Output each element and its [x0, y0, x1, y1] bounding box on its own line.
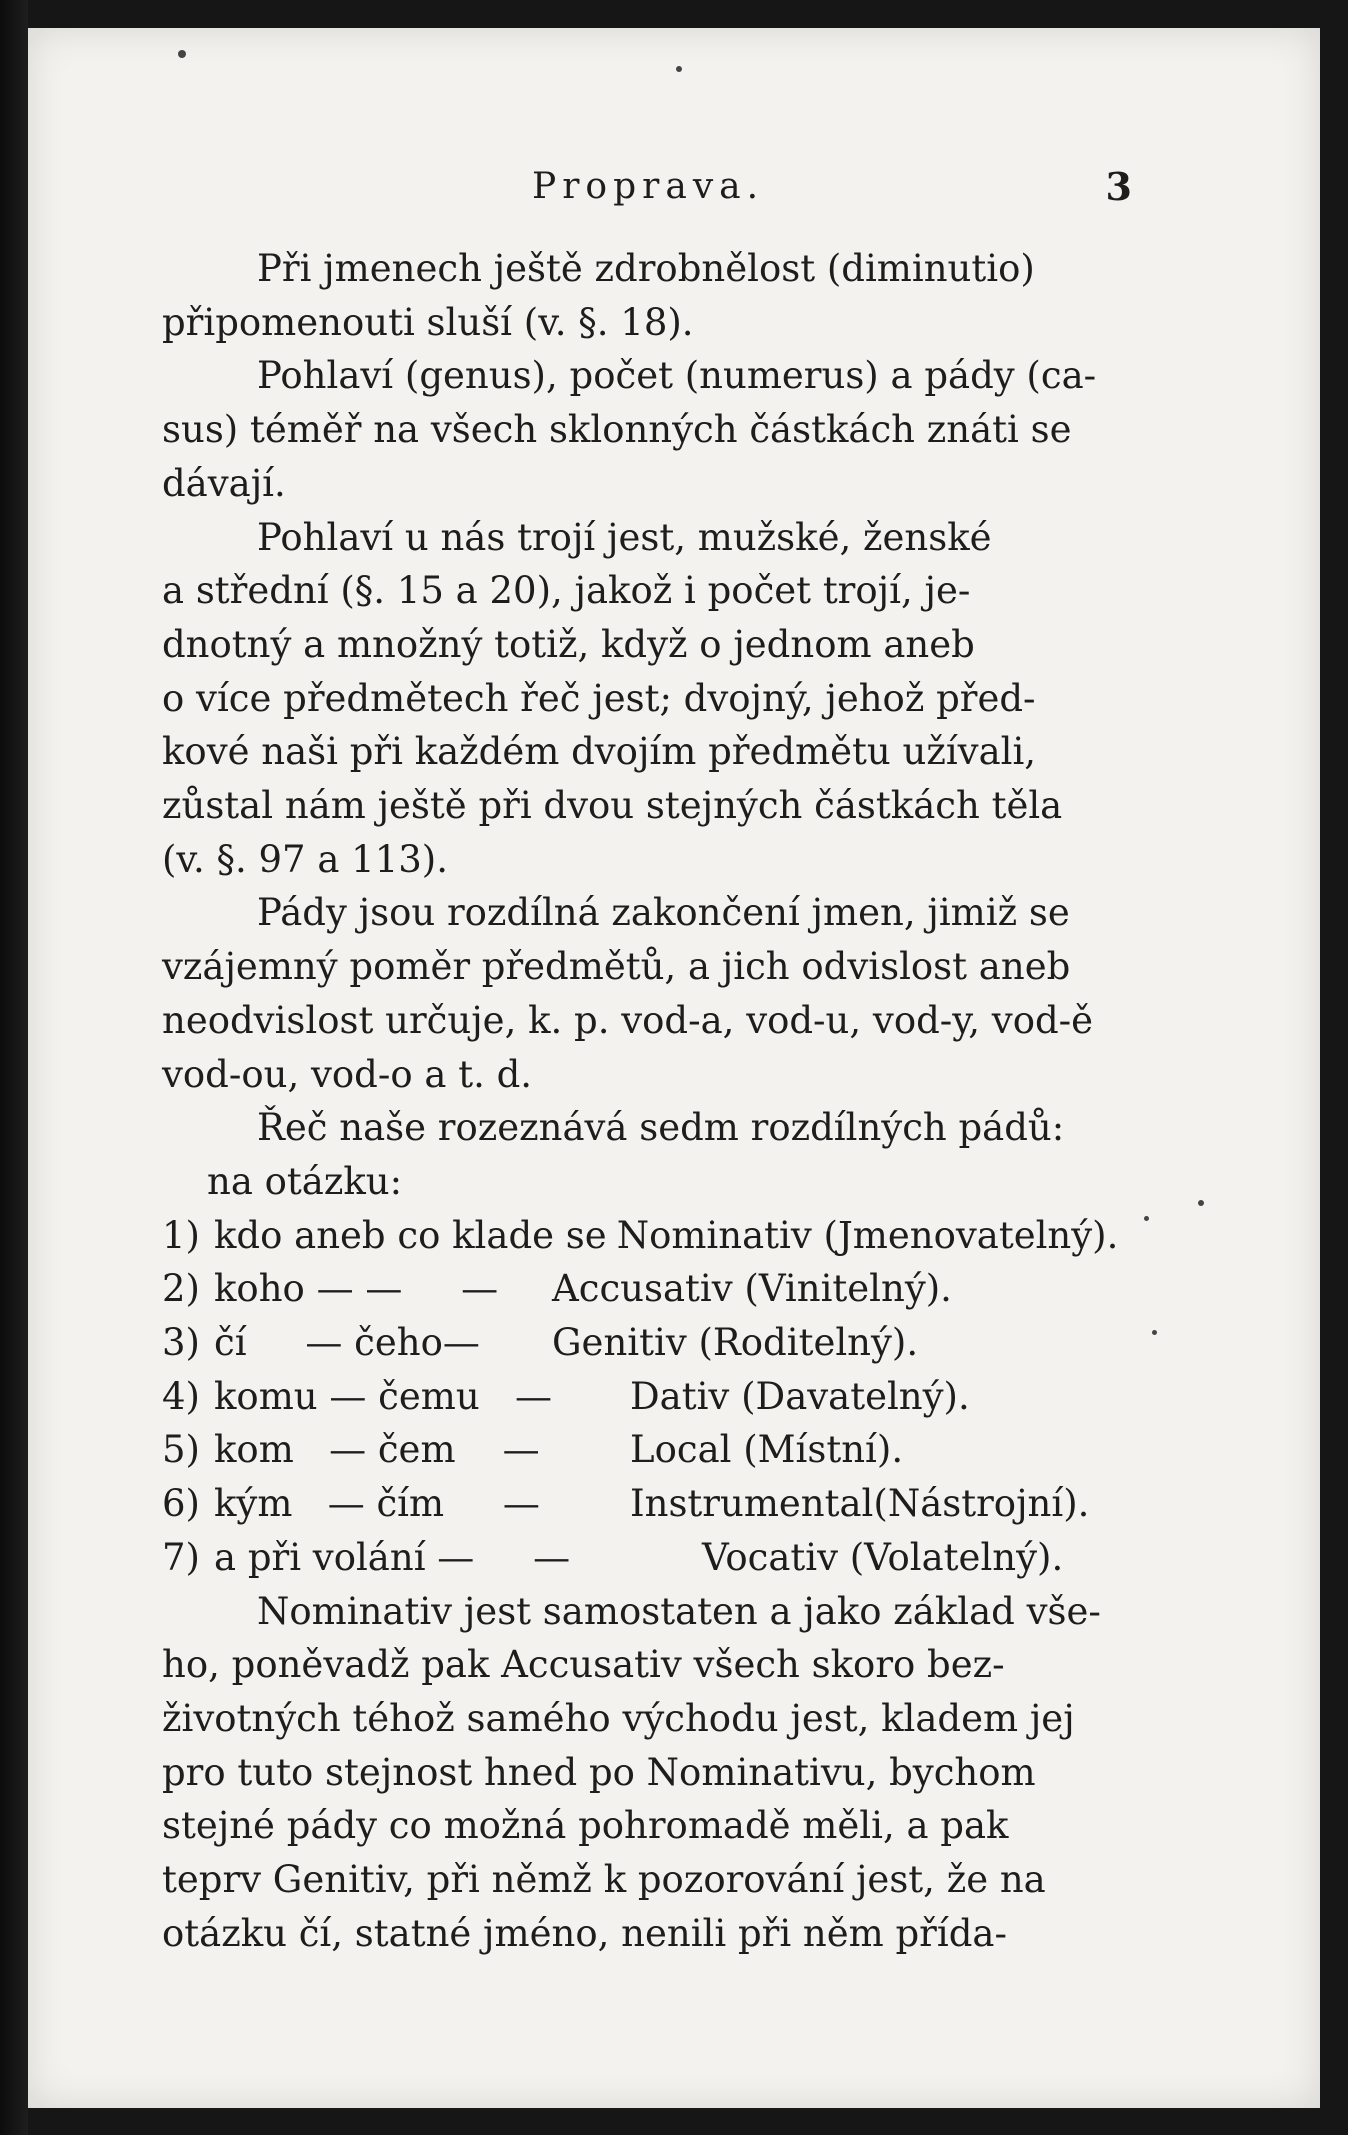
text-line: o více předmětech řeč jest; dvojný, jehož před-	[162, 676, 1036, 720]
case-row	[162, 1423, 1132, 1477]
text-line: a střední (§. 15 a 20), jakož i počet trojí, je-	[162, 569, 971, 613]
case-question: koho — — —	[214, 1267, 499, 1311]
text-line: vod-ou, vod-o a t. d.	[162, 1052, 533, 1096]
case-number: 7)	[162, 1535, 200, 1579]
text-line: otázku čí, statné jméno, nenili při něm přída-	[162, 1911, 1007, 1955]
paper-speck	[178, 50, 186, 58]
paper-speck	[1152, 1330, 1157, 1335]
page-header	[162, 160, 1132, 218]
case-row	[162, 1370, 1132, 1424]
case-question: a při volání — —	[214, 1535, 571, 1579]
case-name: Local (Místní).	[630, 1428, 904, 1472]
text-line: životných téhož samého východu jest, kladem jej	[162, 1696, 1075, 1740]
text-line: Pády jsou rozdílná zakončení jmen, jimiž se	[257, 891, 1070, 935]
case-question: čí — čeho—	[214, 1321, 480, 1365]
case-name: Vocativ (Volatelný).	[702, 1535, 1064, 1579]
case-number: 2)	[162, 1267, 200, 1311]
case-question: kom — čem —	[214, 1428, 540, 1472]
case-question: komu — čemu —	[214, 1374, 552, 1418]
paragraph-cases-definition	[162, 886, 1132, 1101]
text-line: Pohlaví u nás trojí jest, mužské, ženské	[257, 515, 992, 559]
page-number: 3	[1105, 164, 1132, 209]
text-line: sus) téměř na všech sklonných částkách znáti se	[162, 408, 1072, 452]
case-number: 6)	[162, 1482, 200, 1526]
case-name: Instrumental(Nástrojní).	[630, 1482, 1090, 1526]
paragraph-nominative	[162, 1585, 1132, 1961]
case-question: kým — čím —	[214, 1482, 540, 1526]
case-row	[162, 1262, 1132, 1316]
text-line: stejné pády co možná pohromadě měli, a pak	[162, 1804, 1009, 1848]
case-list	[162, 1209, 1132, 1585]
case-question: kdo aneb co klade se	[214, 1213, 607, 1257]
case-number: 3)	[162, 1321, 200, 1365]
text-line: ho, poněvadž pak Accusativ všech skoro bez-	[162, 1643, 1005, 1687]
case-name: Nominativ (Jmenovatelný).	[616, 1213, 1119, 1257]
case-row	[162, 1477, 1132, 1531]
text-line: vzájemný poměr předmětů, a jich odvislost aneb	[162, 945, 1071, 989]
case-name: Accusativ (Vinitelný).	[552, 1267, 952, 1311]
paragraph-gender-number-case	[162, 349, 1132, 510]
text-line: neodvislost určuje, k. p. vod-a, vod-u, vod-y, vod-ě	[162, 998, 1094, 1042]
paper-speck	[1198, 1200, 1204, 1206]
case-number: 5)	[162, 1428, 200, 1472]
text-line: (v. §. 97 a 113).	[162, 837, 448, 881]
paragraph-seven-cases	[162, 1101, 1132, 1208]
text-line: Řeč naše rozeznává sedm rozdílných pádů:	[257, 1106, 1065, 1150]
text-line: dávají.	[162, 461, 286, 505]
text-line: Při jmenech ještě zdrobnělost (diminutio)	[257, 247, 1035, 290]
scan-left-edge	[0, 0, 28, 2135]
page-text	[162, 160, 1132, 1961]
paper-speck	[1144, 1216, 1149, 1221]
text-line: Nominativ jest samostaten a jako základ vše-	[257, 1589, 1101, 1633]
paragraph-diminutive	[162, 242, 1132, 349]
text-line: připomenouti sluší (v. §. 18).	[162, 300, 694, 344]
paper-speck	[676, 66, 682, 72]
case-number: 4)	[162, 1374, 200, 1418]
text-line: zůstal nám ještě při dvou stejných částkách těla	[162, 784, 1063, 828]
case-number: 1)	[162, 1213, 200, 1257]
text-line: na otázku:	[207, 1159, 403, 1203]
paragraph-gender	[162, 511, 1132, 887]
case-row	[162, 1531, 1132, 1585]
text-line: Pohlaví (genus), počet (numerus) a pády (ca-	[257, 354, 1097, 398]
running-head: Proprava.	[532, 166, 765, 207]
text-line: teprv Genitiv, při němž k pozorování jest, že na	[162, 1858, 1046, 1902]
text-line: kové naši při každém dvojím předmětu užívali,	[162, 730, 1037, 774]
case-name: Dativ (Davatelný).	[630, 1374, 970, 1418]
case-row	[162, 1209, 1132, 1263]
text-line: pro tuto stejnost hned po Nominativu, bychom	[162, 1750, 1036, 1794]
text-line: dnotný a množný totiž, když o jednom aneb	[162, 622, 975, 666]
case-row	[162, 1316, 1132, 1370]
case-name: Genitiv (Roditelný).	[552, 1321, 919, 1365]
